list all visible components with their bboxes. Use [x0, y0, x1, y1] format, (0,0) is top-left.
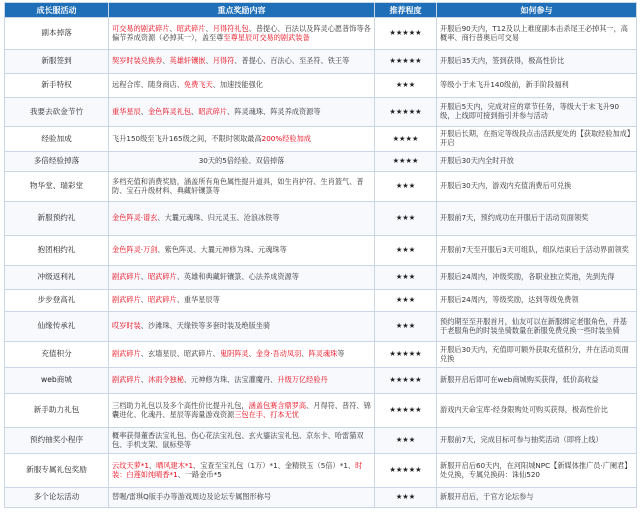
reward-cell: [109, 394, 375, 428]
reward-cell: [109, 18, 375, 50]
how-to-join: 游戏内天命宝库-经身限购处可购买获得，极高性价比: [437, 394, 637, 428]
how-to-join: 开服后24周内，冲级奖励，各职业独立奖池，先到先得: [437, 266, 637, 290]
reward-text: 多档充值和消费奖励，涵盖所有角色属性提升道具，如生肖护符、生肖篮气、普防、宝石升级材料、典藏轩镶箓等: [112, 176, 364, 195]
table-row: [5, 488, 637, 508]
reward-cell: [109, 50, 375, 74]
recommend-stars: ★★★★★: [375, 454, 437, 488]
highlight-reward-text: 月得符: [212, 56, 235, 66]
reward-cell: [109, 488, 375, 508]
activity-name: 新服预约礼: [5, 202, 109, 236]
reward-text: 、: [140, 375, 148, 385]
highlight-reward-text: 云纹天萝*1: [112, 460, 149, 470]
highlight-reward-text: 沐雨令独秘: [147, 375, 184, 385]
highlight-reward-text: 免费飞天: [183, 80, 213, 90]
reward-text: 、普提心、百法心、至圣符、铁王等: [234, 56, 350, 66]
recommend-stars: ★★★★★: [375, 394, 437, 428]
table-row: [5, 394, 637, 428]
activity-name: 冲级返利礼: [5, 266, 109, 290]
reward-text: 、普提心、百法以及阵灵心愿普饰等各偏节养成资源（必掉其一），盖至尊: [112, 23, 371, 42]
highlight-reward-text: 英雄轩镶嵌: [169, 56, 206, 66]
reward-text: 飞升150级至飞升165级之间，不限时领取最高: [112, 133, 262, 143]
reward-text: 、宝查至宝礼包（1万）*1、金精铁玉（5倍）*1、: [193, 460, 356, 470]
header-activity: 成长服活动: [5, 3, 109, 18]
reward-text: 、: [248, 349, 256, 359]
growth-server-activity-table: [4, 2, 637, 508]
reward-text: 30天的5倍经验、双倍掉落: [198, 156, 285, 166]
highlight-reward-text: 晒风建木*1: [156, 460, 194, 470]
how-to-join: 等级小于未飞升140级前，新手阶段福利: [437, 74, 637, 98]
reward-cell: [109, 368, 375, 394]
table-row: [5, 342, 637, 368]
highlight-reward-text: 时装：白莲如纯晴香*1: [112, 460, 363, 479]
highlight-reward-text: 金色阵灵·谱玄: [112, 213, 158, 223]
highlight-reward-text: 重华星辰: [112, 106, 141, 116]
how-to-join: 开服前7天至开服后3天可组队，组队结束后于活动界面领奖: [437, 236, 637, 266]
reward-text: 、大曩元魂珠、归元灵玉、沧浪冰铁等: [157, 213, 280, 223]
reward-text: 、: [140, 106, 148, 116]
how-to-join: 开服前7天，预约成功在开服后于活动页面领奖: [437, 202, 637, 236]
reward-text: 、月得符、普符、锦囊进化、化魂丹、星辰等海量游戏资源: [112, 400, 371, 419]
reward-text: 、: [169, 23, 177, 33]
reward-cell: [109, 428, 375, 454]
highlight-reward-text: 月得符礼包: [212, 23, 249, 33]
reward-text: 、: [162, 56, 170, 66]
table-row: [5, 18, 637, 50]
activity-name: 多倍经验掉落: [5, 152, 109, 172]
how-to-join: 新服开启后即可在web商城购买获得，低价高收益: [437, 368, 637, 394]
table-row: [5, 428, 637, 454]
highlight-reward-text: 金色阵灵礼包: [147, 106, 192, 116]
highlight-reward-text: 剧武碎片: [112, 272, 141, 282]
recommend-stars: ★★★★★: [375, 50, 437, 74]
reward-text: 、英雄和典藏轩镶箓、心法养成资源等: [176, 272, 299, 282]
how-to-join: 预约期至至开服首月，仙友可以在新服绑定老服角色，并基于老服角色的时装坐骑数量在新服免费兑换一些时装坐骑: [437, 312, 637, 342]
how-to-join: 开服后30天内全时开放: [437, 152, 637, 172]
recommend-stars: ★★★★★: [375, 368, 437, 394]
recommend-stars: ★★★: [375, 236, 437, 266]
reward-text: 、重华星辰等: [176, 295, 220, 305]
activity-name: 物华堂、瑞彩堂: [5, 172, 109, 202]
activity-name: 多个论坛活动: [5, 488, 109, 508]
recommend-stars: ★★★: [375, 290, 437, 312]
how-to-join: 开服后35天内，签到获得，极高性价比: [437, 50, 637, 74]
table-row: [5, 98, 637, 127]
recommend-stars: ★★★: [375, 428, 437, 454]
reward-text: 远程合库、随身商店、: [112, 80, 184, 90]
recommend-stars: ★★★: [375, 266, 437, 290]
highlight-reward-text: 哎岁时装: [112, 321, 141, 331]
reward-text: 、紫色阵灵、大曩元神修为珠、元魂珠等: [157, 245, 287, 255]
reward-cell: [109, 127, 375, 152]
activity-name: 新手助力礼包: [5, 394, 109, 428]
how-to-join: 开服后5天内，完成对应的章节任务，等级大于未飞升90级，上线即可接到指引并参与活动: [437, 98, 637, 127]
recommend-stars: ★★★: [375, 74, 437, 98]
reward-text: 、加速技能强化: [212, 80, 263, 90]
how-to-join: 开服后90天内，T12及以上难度副本击杀尾王必掉其一，高概率、商行普奥后可交易: [437, 18, 637, 50]
table-row: [5, 290, 637, 312]
header-how: 如何参与: [437, 3, 637, 18]
activity-name: 步步登高礼: [5, 290, 109, 312]
reward-cell: [109, 98, 375, 127]
reward-text: 、: [205, 56, 213, 66]
reward-cell: [109, 342, 375, 368]
highlight-reward-text: 剧武碎片: [112, 375, 141, 385]
recommend-stars: ★★★: [375, 202, 437, 236]
how-to-join: 新服开启后，于官方论坛参与: [437, 488, 637, 508]
highlight-reward-text: 剧武碎片: [112, 295, 141, 305]
growth-server-activity-table-container: [4, 2, 636, 525]
how-to-join: 新服开启后60天内，在河阳城NPC【新媒体推广员·广阑君】处兑换，专属兑换码：诛仙520: [437, 454, 637, 488]
table-row: [5, 454, 637, 488]
activity-name: 经验加成: [5, 127, 109, 152]
reward-text: 、: [148, 460, 157, 470]
table-row: [5, 127, 637, 152]
reward-text: 、: [301, 349, 309, 359]
table-row: [5, 368, 637, 394]
reward-text: 、玄墙星辰、昭武碎片、: [140, 349, 220, 359]
table-row: [5, 74, 637, 98]
reward-text: 、一路金币*5: [177, 469, 222, 479]
activity-name: 新服签到: [5, 50, 109, 74]
highlight-reward-text: 剧武碎片: [140, 23, 170, 33]
reward-cell: [109, 454, 375, 488]
reward-text: 、阵灵魂珠、阵灵养成资源等: [227, 106, 321, 116]
reward-text: 等: [337, 349, 345, 359]
table-row: [5, 266, 637, 290]
reward-text: 、: [140, 272, 148, 282]
highlight-reward-text: 可交易的: [112, 23, 141, 33]
recommend-stars: ★★★: [375, 488, 437, 508]
reward-cell: [109, 202, 375, 236]
how-to-join: 开服后24周内，等级奖励，达到等级免费领: [437, 290, 637, 312]
highlight-reward-text: 昭武碎片: [198, 106, 228, 116]
table-body: [5, 18, 637, 508]
activity-name: 我要去砍金节竹: [5, 98, 109, 127]
reward-cell: [109, 290, 375, 312]
highlight-reward-text: 阵灵魂珠: [308, 349, 338, 359]
highlight-reward-text: 昭武碎片: [176, 23, 206, 33]
reward-text: 、沙滩珠、天缘铁等多套时装及绝版坐骑: [140, 321, 271, 331]
reward-text: 三档助力礼包以及多个高性价比提升礼包，: [112, 400, 249, 410]
highlight-reward-text: 剧武碎片: [112, 349, 141, 359]
activity-name: 充值积分: [5, 342, 109, 368]
table-row: [5, 152, 637, 172]
reward-cell: [109, 266, 375, 290]
reward-cell: [109, 74, 375, 98]
table-row: [5, 312, 637, 342]
table-row: [5, 172, 637, 202]
recommend-stars: ★★★★★: [375, 98, 437, 127]
header-reward: 重点奖励内容: [109, 3, 375, 18]
reward-text: 、: [191, 106, 199, 116]
activity-name: web商城: [5, 368, 109, 394]
reward-text: 替喔/雷琪Q版手办等游戏周边及论坛专属图形称号: [112, 492, 272, 502]
highlight-reward-text: 涵盖包赛含鼎罗高: [248, 400, 307, 410]
reward-cell: [109, 152, 375, 172]
highlight-reward-text: 至尊星辰可交易的剧武装备: [223, 32, 310, 42]
header-recommend: 推荐程度: [375, 3, 437, 18]
recommend-stars: ★★★★: [375, 127, 437, 152]
highlight-reward-text: 升级万亿经验丹: [277, 375, 328, 385]
reward-text: 、元神修为珠、法宝灌魔丹、: [183, 375, 278, 385]
highlight-reward-text: 鬼阴阵灵: [219, 349, 249, 359]
highlight-reward-text: 昭武碎片: [147, 295, 177, 305]
how-to-join: 开服后长期，在指定等级段点击活跃度处的【获取经验加成】开启: [437, 127, 637, 152]
recommend-stars: ★★★: [375, 312, 437, 342]
recommend-stars: ★★★★: [375, 152, 437, 172]
activity-name: 新手特权: [5, 74, 109, 98]
activity-name: 预约抽奖小程序: [5, 428, 109, 454]
reward-cell: [109, 312, 375, 342]
highlight-reward-text: 200%经验加成: [261, 133, 311, 143]
reward-cell: [109, 172, 375, 202]
activity-name: 抱团相约礼: [5, 236, 109, 266]
highlight-reward-text: 金身·吾动凤羽: [255, 349, 302, 359]
highlight-reward-text: 昭武碎片: [147, 272, 177, 282]
reward-text: 、: [140, 295, 148, 305]
table-row: [5, 50, 637, 74]
how-to-join: 开服前7天，完成目标可参与抽奖活动（即将上线）: [437, 428, 637, 454]
table-row: [5, 236, 637, 266]
table-row: [5, 202, 637, 236]
reward-cell: [109, 236, 375, 266]
activity-name: 副本掉落: [5, 18, 109, 50]
table-header-row: [5, 3, 637, 18]
reward-text: 、: [205, 23, 213, 33]
highlight-reward-text: 三包在手、打本无忧: [234, 409, 299, 419]
how-to-join: 开服后30天内，游戏内充值消费后可兑换: [437, 172, 637, 202]
how-to-join: 开服后30天内，充值即可额外获取充值积分，并在活动页面兑换: [437, 342, 637, 368]
activity-name: 新服专属礼包奖励: [5, 454, 109, 488]
activity-name: 仙缘传承礼: [5, 312, 109, 342]
reward-text: 概率获得董香法宝礼包、伤心花法宝礼包、玄火鎏法宝礼包、京东卡、哈雷猫双包、手机支架、鼠标垫等: [112, 430, 364, 449]
recommend-stars: ★★★: [375, 172, 437, 202]
highlight-reward-text: 金色阵灵·万剑: [112, 245, 158, 255]
recommend-stars: ★★★★★: [375, 18, 437, 50]
highlight-reward-text: 契岁时装兑换券: [112, 56, 163, 66]
recommend-stars: ★★★★★: [375, 342, 437, 368]
